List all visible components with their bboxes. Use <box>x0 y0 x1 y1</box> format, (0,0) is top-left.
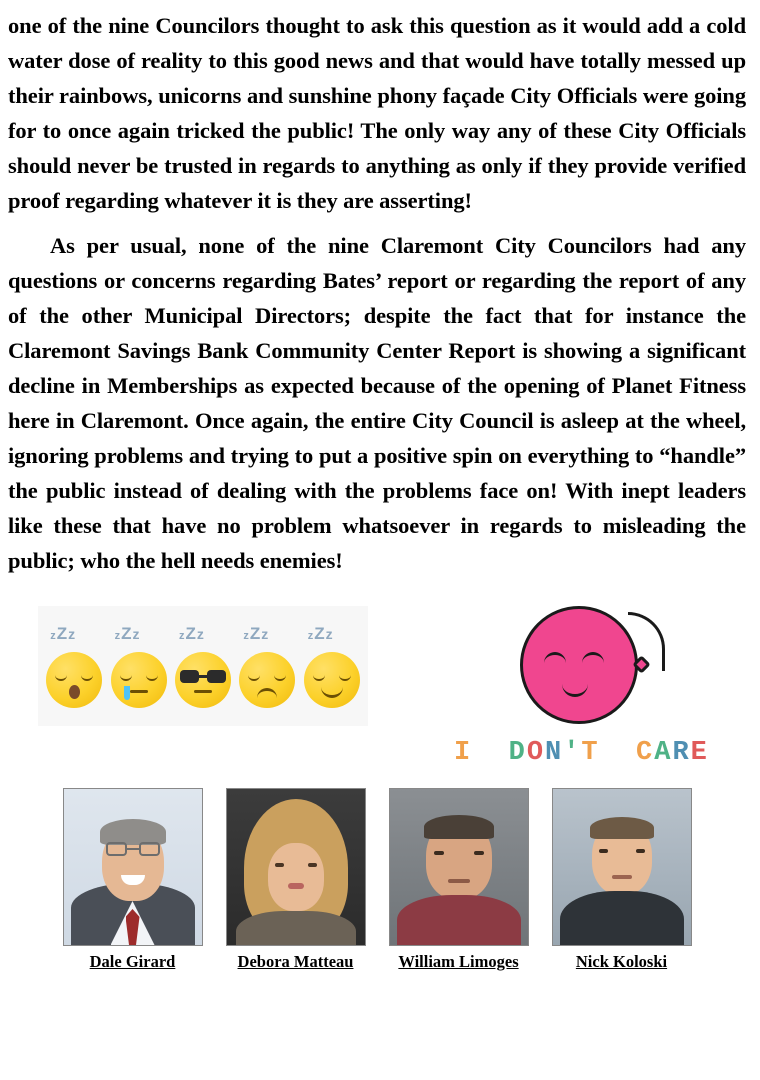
photo-cell-4 <box>552 788 692 972</box>
zzz-icon: zZz <box>178 624 205 643</box>
portrait-william-limoges <box>389 788 529 946</box>
sunglasses-face-icon <box>175 652 231 708</box>
portrait-debora-matteau <box>226 788 366 946</box>
sleeping-emoji-strip <box>38 606 368 726</box>
media-row <box>8 606 746 768</box>
photo-caption: Debora Matteau <box>237 952 354 971</box>
photo-caption: Dale Girard <box>89 952 176 971</box>
photo-cell-1 <box>63 788 203 972</box>
emoji-item-3 <box>175 624 231 708</box>
smiling-face-icon <box>304 652 360 708</box>
photo-caption: William Limoges <box>398 952 519 971</box>
portrait-nick-koloski <box>552 788 692 946</box>
i-dont-care-graphic <box>454 606 724 768</box>
photo-caption: Nick Koloski <box>575 952 668 971</box>
photo-cell-2 <box>226 788 366 972</box>
zzz-icon: zZz <box>114 624 141 643</box>
portrait-dale-girard <box>63 788 203 946</box>
emoji-item-5 <box>304 624 360 708</box>
wavy-mouth-face-icon <box>239 652 295 708</box>
paragraph-1: one of the nine Councilors thought to ask this question as it would add a cold water dose of reality to this good news and that would have totally messed up their rainbows, unicorns and sunshine phony façade City Officials were going for to once again tricked the public! The only way any of these City Officials should never be trusted in regards to anything as only if they provide verified proof regarding whatever it is they are asserting! <box>8 13 746 213</box>
zzz-icon: zZz <box>307 624 334 643</box>
photo-cell-3 <box>389 788 529 972</box>
emoji-item-1 <box>46 624 102 708</box>
zzz-icon: zZz <box>50 624 77 643</box>
emoji-item-4 <box>239 624 295 708</box>
emoji-item-2 <box>111 624 167 708</box>
zzz-icon: zZz <box>243 624 270 643</box>
i-dont-care-text: I DON'T CARE <box>454 738 709 768</box>
drooling-face-icon <box>111 652 167 708</box>
balloon-icon <box>520 606 646 732</box>
paragraph-2: As per usual, none of the nine Claremont City Councilors had any questions or concerns regarding Bates’ report or regarding the report of any of the other Municipal Directors; despite the fact that for instance the Claremont Savings Bank Community Center Report is showing a significant decline in Memberships as expected because of the opening of Planet Fitness here in Claremont. Once again, the entire City Council is asleep at the wheel, ignoring problems and trying to put a positive spin on everything to “handle” the public instead of dealing with the problems face on! With inept leaders like these that have no problem whatsoever in regards to misleading the public; who the hell needs enemies! <box>8 233 746 573</box>
sleeping-face-icon <box>46 652 102 708</box>
councilor-photo-row <box>8 788 746 972</box>
